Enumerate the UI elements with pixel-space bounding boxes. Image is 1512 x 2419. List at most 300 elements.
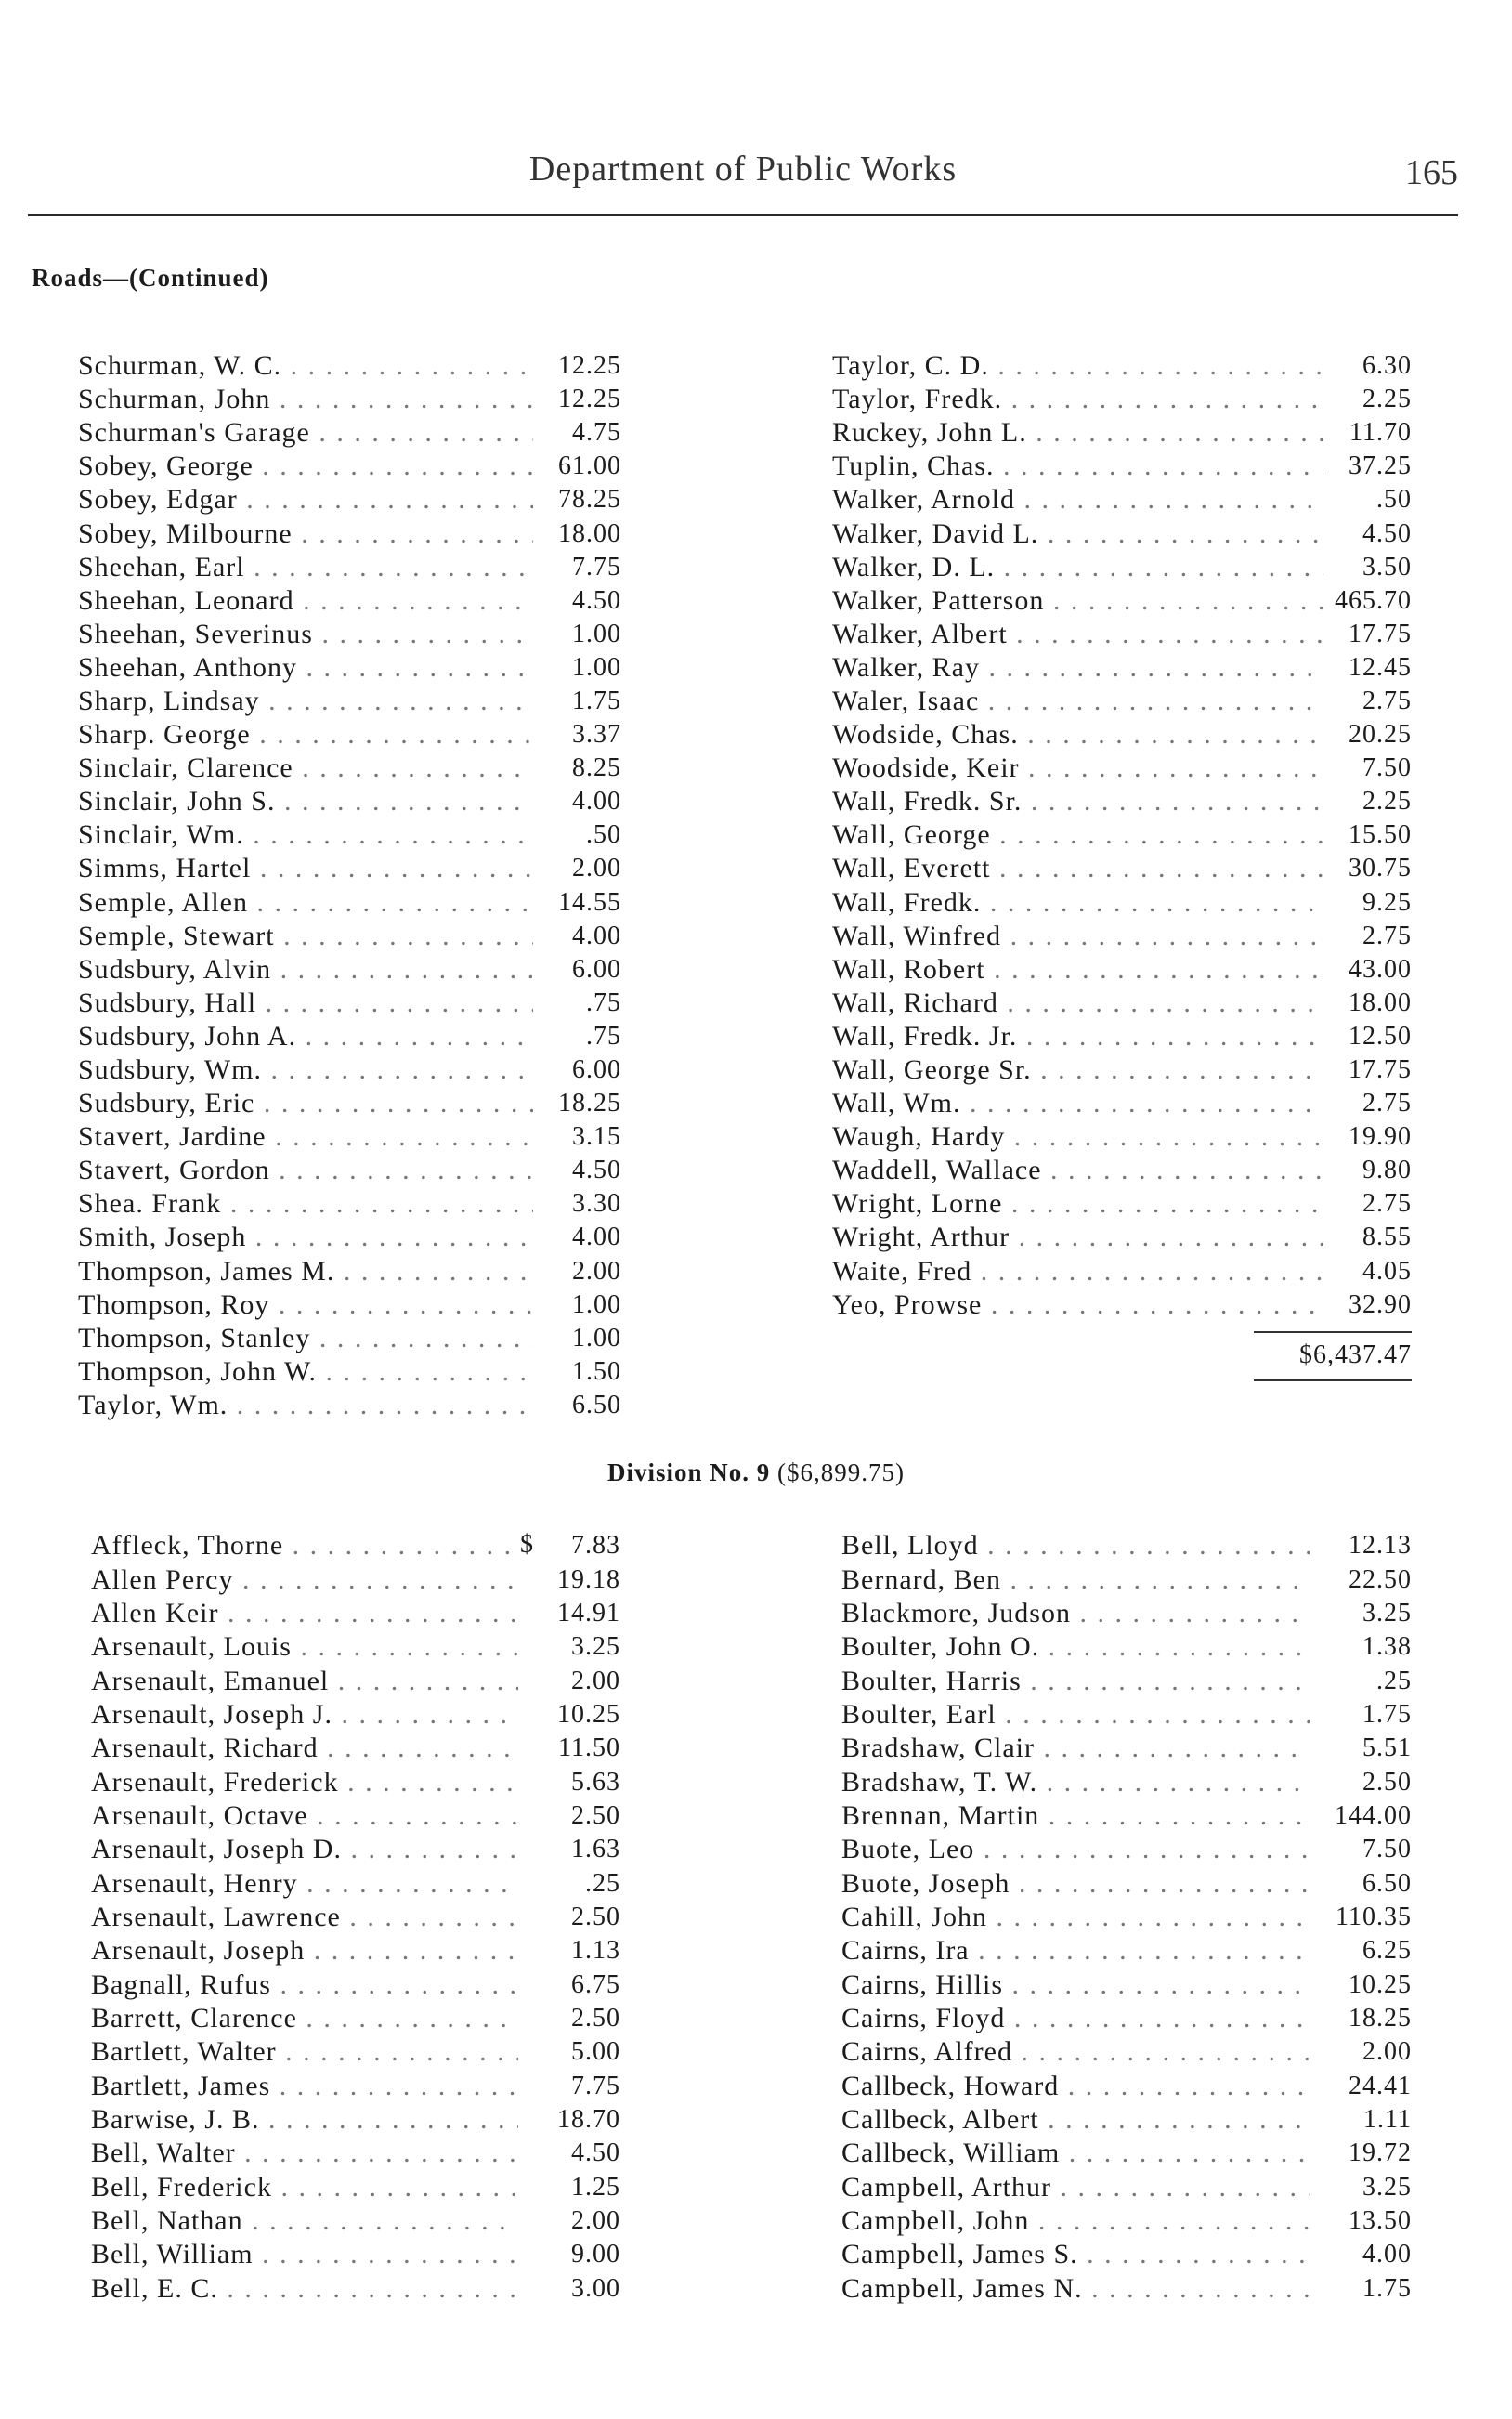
- entry-name: Stavert, Gordon . . .: [78, 1155, 533, 1186]
- entry-name: Yeo, Prowse . . .: [832, 1289, 1323, 1321]
- list-item: [91, 2204, 620, 2238]
- entry-amount: 9.80: [1362, 1156, 1412, 1185]
- entry-amount: .75: [586, 987, 621, 1017]
- entry-amount: 7.83: [571, 1531, 620, 1561]
- entry-amount: 110.35: [1336, 1902, 1412, 1931]
- list-item: [832, 349, 1412, 383]
- entry-amount: 3.30: [572, 1189, 621, 1219]
- list-item: [78, 852, 621, 885]
- entry-amount: 4.75: [572, 418, 621, 448]
- entry-name: Callbeck, William . . .: [841, 2138, 1310, 2169]
- division-heading: [0, 1458, 1512, 1487]
- entry-name: Arsenault, Henry . . .: [91, 1868, 518, 1900]
- entry-name: Barwise, J. B. . . .: [91, 2104, 518, 2136]
- list-item: [841, 1529, 1412, 1563]
- entry-amount: 4.00: [572, 921, 621, 950]
- entry-name: Arsenault, Joseph . . .: [91, 1935, 518, 1967]
- entry-name: Sobey, George . . .: [78, 451, 533, 482]
- entry-name: Bell, Walter . . .: [91, 2138, 518, 2169]
- entry-amount: 4.00: [572, 1223, 621, 1252]
- entry-amount: 3.37: [572, 720, 621, 750]
- list-item: [832, 1120, 1412, 1154]
- list-item: [841, 2204, 1412, 2238]
- list-item: [91, 2272, 620, 2306]
- list-item: [91, 1866, 620, 1900]
- entry-name: Sobey, Milbourne . . .: [78, 518, 533, 550]
- entry-name: Waler, Isaac . . .: [832, 686, 1323, 717]
- list-item: [78, 1322, 621, 1355]
- list-item: [78, 1053, 621, 1087]
- list-item: [91, 1597, 620, 1630]
- entry-amount: 12.25: [558, 351, 621, 381]
- entry-amount: 61.00: [558, 451, 621, 481]
- entry-amount: 3.15: [572, 1122, 621, 1152]
- entry-amount: .50: [1376, 485, 1412, 515]
- entry-amount: 4.05: [1362, 1256, 1412, 1286]
- entry-name: Sheehan, Earl . . .: [78, 552, 533, 583]
- entry-name: Sudsbury, Eric . . .: [78, 1088, 533, 1119]
- entry-name: Arsenault, Joseph D. . . .: [91, 1834, 518, 1865]
- entry-name: Walker, Ray . . .: [832, 652, 1323, 684]
- entry-amount: 1.75: [572, 686, 621, 715]
- entry-amount: .25: [585, 1868, 620, 1898]
- list-item: [78, 685, 621, 718]
- entry-name: Waite, Fred . . .: [832, 1256, 1323, 1288]
- entry-name: Thompson, John W. . . .: [78, 1356, 533, 1388]
- entry-amount: 30.75: [1349, 854, 1412, 883]
- entry-amount: 1.00: [572, 1289, 621, 1319]
- entry-amount: 17.75: [1349, 619, 1412, 648]
- division-left-column: [91, 1529, 620, 2306]
- list-item: [91, 1732, 620, 1765]
- entry-name: Sinclair, John S. . . .: [78, 786, 533, 817]
- entry-name: Campbell, James N. . . .: [841, 2273, 1310, 2305]
- entry-name: Allen Percy . . .: [91, 1564, 518, 1596]
- list-item: [832, 416, 1412, 450]
- list-item: [91, 1630, 620, 1664]
- list-item: [832, 1154, 1412, 1187]
- entry-name: Wright, Lorne . . .: [832, 1188, 1323, 1220]
- entry-name: Wall, Wm. . . .: [832, 1088, 1323, 1119]
- list-item: [78, 953, 621, 987]
- entry-amount: 11.50: [558, 1733, 620, 1763]
- entry-name: Bartlett, James . . .: [91, 2071, 518, 2102]
- entry-amount: 6.50: [572, 1390, 621, 1419]
- list-item: [91, 2070, 620, 2103]
- entry-amount: 12.50: [1349, 1021, 1412, 1051]
- entry-amount: 465.70: [1335, 585, 1412, 615]
- entry-name: Boulter, John O. . . .: [841, 1631, 1310, 1663]
- list-item: [832, 1255, 1412, 1288]
- entry-amount: 1.00: [572, 1323, 621, 1353]
- entry-amount: 24.41: [1349, 2071, 1412, 2100]
- list-item: [832, 785, 1412, 818]
- entry-name: Arsenault, Louis . . .: [91, 1631, 518, 1663]
- entry-amount: 3.00: [571, 2273, 620, 2303]
- list-item: [91, 2171, 620, 2204]
- entry-name: Waddell, Wallace . . .: [832, 1155, 1323, 1186]
- entry-name: Callbeck, Howard . . .: [841, 2071, 1310, 2102]
- entry-amount: 144.00: [1335, 1800, 1412, 1830]
- entry-name: Cairns, Floyd . . .: [841, 2003, 1310, 2034]
- entry-amount: 1.75: [1362, 1699, 1412, 1729]
- entry-amount: 32.90: [1349, 1289, 1412, 1319]
- entry-amount: 2.50: [571, 1800, 620, 1830]
- entry-name: Shea. Frank . . .: [78, 1188, 533, 1220]
- entry-name: Brennan, Martin . . .: [841, 1800, 1310, 1832]
- entry-amount: 2.50: [571, 1902, 620, 1931]
- list-item: [841, 2272, 1412, 2306]
- list-item: [78, 416, 621, 450]
- entry-amount: 2.50: [571, 2003, 620, 2033]
- list-item: [91, 1664, 620, 1697]
- entry-name: Wright, Arthur . . .: [832, 1222, 1323, 1253]
- list-item: [78, 1187, 621, 1221]
- entry-amount: 22.50: [1349, 1564, 1412, 1594]
- entry-amount: .50: [586, 820, 621, 850]
- entry-amount: 17.75: [1349, 1055, 1412, 1085]
- entry-amount: 10.25: [557, 1699, 620, 1729]
- entry-name: Campbell, James S. . . .: [841, 2239, 1310, 2270]
- list-item: [78, 1288, 621, 1322]
- list-item: [832, 516, 1412, 550]
- entry-amount: 7.75: [572, 552, 621, 582]
- entry-amount: 4.00: [572, 787, 621, 817]
- entry-name: Semple, Stewart . . .: [78, 921, 533, 952]
- entry-amount: 6.00: [572, 954, 621, 984]
- entry-name: Cahill, John . . .: [841, 1902, 1310, 1933]
- roads-left-column: [78, 349, 621, 1422]
- list-item: [78, 785, 621, 818]
- entry-amount: 18.00: [558, 518, 621, 548]
- entry-name: Bell, Nathan . . .: [91, 2205, 518, 2237]
- entry-amount: 8.25: [572, 753, 621, 783]
- list-item: [91, 2002, 620, 2035]
- entry-name: Boulter, Harris . . .: [841, 1666, 1310, 1697]
- list-item: [832, 953, 1412, 987]
- list-item: [91, 1934, 620, 1968]
- entry-name: Sharp, Lindsay . . .: [78, 686, 533, 717]
- list-item: [91, 1901, 620, 1934]
- entry-name: Stavert, Jardine . . .: [78, 1121, 533, 1153]
- list-item: [841, 1799, 1412, 1833]
- entry-amount: 2.50: [1362, 1767, 1412, 1797]
- entry-amount: 7.50: [1362, 1835, 1412, 1864]
- list-item: [78, 718, 621, 752]
- list-item: [841, 2070, 1412, 2103]
- entry-amount: 78.25: [558, 485, 621, 515]
- entry-amount: 18.00: [1349, 987, 1412, 1017]
- entry-name: Cairns, Ira . . .: [841, 1935, 1310, 1967]
- entry-name: Campbell, Arthur . . .: [841, 2172, 1310, 2203]
- list-item: [78, 818, 621, 852]
- list-item: [78, 584, 621, 618]
- list-item: [91, 2137, 620, 2170]
- list-item: [78, 551, 621, 584]
- entry-name: Bell, E. C. . . .: [91, 2273, 518, 2305]
- entry-amount: 12.25: [558, 385, 621, 414]
- entry-amount: 3.25: [1362, 1598, 1412, 1628]
- entry-amount: 2.75: [1362, 1089, 1412, 1118]
- list-item: [832, 886, 1412, 920]
- entry-name: Sudsbury, Hall . . .: [78, 987, 533, 1019]
- list-item: [78, 1020, 621, 1053]
- entry-name: Bradshaw, Clair . . .: [841, 1733, 1310, 1764]
- entry-amount: 37.25: [1349, 451, 1412, 481]
- entry-name: Smith, Joseph . . .: [78, 1222, 533, 1253]
- entry-name: Thompson, Stanley . . .: [78, 1323, 533, 1354]
- list-item: [832, 818, 1412, 852]
- entry-amount: 12.45: [1349, 652, 1412, 682]
- entry-amount: 6.25: [1362, 1936, 1412, 1966]
- entry-name: Arsenault, Emanuel . . .: [91, 1666, 518, 1697]
- entry-name: Tuplin, Chas. . . .: [832, 451, 1323, 482]
- entry-name: Simms, Hartel . . .: [78, 853, 533, 884]
- list-item: [832, 987, 1412, 1020]
- entry-name: Sheehan, Severinus . . .: [78, 619, 533, 650]
- entry-name: Buote, Joseph . . .: [841, 1868, 1310, 1900]
- page-header: [28, 149, 1458, 216]
- page-title: Department of Public Works: [528, 150, 958, 189]
- list-item: [841, 1866, 1412, 1900]
- list-item: [78, 1120, 621, 1154]
- entry-amount: 4.50: [571, 2138, 620, 2168]
- entry-name: Bell, Lloyd . . .: [841, 1530, 1310, 1562]
- entry-amount: 6.75: [571, 1969, 620, 1999]
- entry-amount: 5.63: [571, 1767, 620, 1797]
- entry-amount: .25: [1376, 1666, 1412, 1695]
- list-item: [841, 1968, 1412, 2001]
- list-item: [78, 987, 621, 1020]
- list-item: [78, 349, 621, 383]
- entry-name: Campbell, John . . .: [841, 2205, 1310, 2237]
- entry-name: Boulter, Earl . . .: [841, 1699, 1310, 1731]
- list-item: [841, 1698, 1412, 1732]
- entry-name: Schurman's Garage . . .: [78, 417, 533, 449]
- entry-amount: 6.50: [1362, 1868, 1412, 1898]
- list-item: [91, 1968, 620, 2001]
- division-right-column: [841, 1529, 1412, 2306]
- entry-name: Schurman, W. C. . . .: [78, 350, 533, 382]
- entry-name: Walker, D. L. . . .: [832, 552, 1323, 583]
- entry-amount: 2.00: [571, 1666, 620, 1695]
- entry-name: Wall, Fredk. Jr. . . .: [832, 1021, 1323, 1053]
- list-item: [78, 516, 621, 550]
- list-item: [91, 1833, 620, 1866]
- entry-name: Waugh, Hardy . . .: [832, 1121, 1323, 1153]
- entry-amount: 9.25: [1362, 887, 1412, 917]
- entry-amount: .75: [586, 1021, 621, 1051]
- list-item: [78, 1389, 621, 1422]
- entry-name: Walker, Arnold . . .: [832, 484, 1323, 516]
- entry-amount: 2.75: [1362, 686, 1412, 715]
- list-item: [78, 920, 621, 953]
- entry-name: Arsenault, Octave . . .: [91, 1800, 518, 1832]
- list-item: [91, 2035, 620, 2069]
- entry-amount: 18.25: [558, 1089, 621, 1118]
- list-item: [78, 483, 621, 516]
- entry-amount: 2.00: [572, 1256, 621, 1286]
- list-item: [78, 1221, 621, 1254]
- entry-name: Bell, Frederick . . .: [91, 2172, 518, 2203]
- entry-amount: 14.55: [558, 887, 621, 917]
- entry-amount: 1.75: [1362, 2273, 1412, 2303]
- list-item: [832, 651, 1412, 685]
- list-item: [832, 618, 1412, 651]
- list-item: [832, 584, 1412, 618]
- list-item: [832, 1020, 1412, 1053]
- entry-amount: 1.00: [572, 652, 621, 682]
- entry-amount: 8.55: [1362, 1223, 1412, 1252]
- list-item: [832, 1087, 1412, 1120]
- entry-name: Bartlett, Walter . . .: [91, 2036, 518, 2068]
- list-item: [841, 1833, 1412, 1866]
- entry-amount: 3.50: [1362, 552, 1412, 582]
- entry-name: Sharp. George . . .: [78, 719, 533, 751]
- entry-name: Walker, Albert . . .: [832, 619, 1323, 650]
- list-item: [78, 651, 621, 685]
- list-item: [91, 1529, 620, 1563]
- list-item: [841, 2002, 1412, 2035]
- entry-amount: 9.00: [571, 2240, 620, 2269]
- entry-name: Affleck, Thorne . . .: [91, 1530, 518, 1562]
- entry-amount: 19.72: [1349, 2138, 1412, 2168]
- list-item: [841, 1732, 1412, 1765]
- list-item: [841, 1597, 1412, 1630]
- entry-amount: 1.50: [572, 1356, 621, 1386]
- entry-name: Arsenault, Joseph J. . . .: [91, 1699, 518, 1731]
- entry-name: Schurman, John . . .: [78, 384, 533, 415]
- list-item: [78, 886, 621, 920]
- entry-amount: 1.38: [1362, 1632, 1412, 1662]
- list-item: [78, 1154, 621, 1187]
- list-item: [78, 1255, 621, 1288]
- entry-name: Taylor, Fredk. . . .: [832, 384, 1323, 415]
- list-item: [832, 1221, 1412, 1254]
- entry-name: Wall, Everett . . .: [832, 853, 1323, 884]
- list-item: [841, 2103, 1412, 2137]
- entry-amount: 2.75: [1362, 921, 1412, 950]
- list-item: [841, 1765, 1412, 1798]
- list-item: [832, 551, 1412, 584]
- entry-amount: 20.25: [1349, 720, 1412, 750]
- entry-amount: 2.75: [1362, 1189, 1412, 1219]
- entry-name: Sinclair, Wm. . . .: [78, 819, 533, 851]
- list-item: [832, 383, 1412, 416]
- entry-amount: 43.00: [1349, 954, 1412, 984]
- division-amount: ($6,899.75): [777, 1458, 905, 1486]
- entry-name: Taylor, Wm. . . .: [78, 1390, 533, 1421]
- entry-amount: 6.00: [572, 1055, 621, 1085]
- entry-name: Bernard, Ben . . .: [841, 1564, 1310, 1596]
- entry-amount: 4.00: [1362, 2240, 1412, 2269]
- list-item: [91, 1698, 620, 1732]
- entry-amount: 5.51: [1362, 1733, 1412, 1763]
- list-item: [841, 2137, 1412, 2170]
- entry-name: Cairns, Hillis . . .: [841, 1969, 1310, 2001]
- list-item: [841, 2035, 1412, 2069]
- entry-amount: 6.30: [1362, 351, 1412, 381]
- list-item: [841, 2171, 1412, 2204]
- list-item: [78, 752, 621, 785]
- list-item: [832, 920, 1412, 953]
- entry-name: Sinclair, Clarence . . .: [78, 752, 533, 784]
- entry-name: Wodside, Chas. . . .: [832, 719, 1323, 751]
- entry-amount: 2.00: [572, 854, 621, 883]
- list-item: [78, 450, 621, 483]
- list-item: [91, 1799, 620, 1833]
- entry-amount: 19.18: [557, 1564, 620, 1594]
- page-number: 165: [1405, 153, 1458, 192]
- entry-amount: 14.91: [557, 1598, 620, 1628]
- entry-amount: 2.00: [571, 2206, 620, 2236]
- entry-amount: 4.50: [1362, 518, 1412, 548]
- entry-amount: 2.25: [1362, 385, 1412, 414]
- entry-amount: 19.90: [1349, 1122, 1412, 1152]
- entry-name: Wall, Winfred . . .: [832, 921, 1323, 952]
- entry-name: Walker, David L. . . .: [832, 518, 1323, 550]
- entry-amount: 2.25: [1362, 787, 1412, 817]
- list-item: [91, 2103, 620, 2137]
- list-item: [832, 483, 1412, 516]
- entry-name: Wall, George . . .: [832, 819, 1323, 851]
- list-item: [841, 1901, 1412, 1934]
- list-item: [78, 618, 621, 651]
- entry-name: Callbeck, Albert . . .: [841, 2104, 1310, 2136]
- entry-amount: 1.00: [572, 619, 621, 648]
- list-item: [841, 1664, 1412, 1697]
- entry-amount: 7.75: [571, 2071, 620, 2100]
- division-title: Division No. 9: [606, 1458, 771, 1486]
- entry-amount: 1.13: [571, 1936, 620, 1966]
- entry-amount: 2.00: [1362, 2037, 1412, 2067]
- entry-name: Wall, Fredk. . . .: [832, 887, 1323, 919]
- section-title: Roads—(Continued): [32, 264, 269, 292]
- list-item: [832, 1187, 1412, 1221]
- entry-amount: 3.25: [571, 1632, 620, 1662]
- list-item: [832, 852, 1412, 885]
- entry-amount: 18.25: [1349, 2003, 1412, 2033]
- entry-amount: 15.50: [1349, 820, 1412, 850]
- entry-name: Sudsbury, John A. . . .: [78, 1021, 533, 1053]
- entry-name: Buote, Leo . . .: [841, 1834, 1310, 1865]
- list-item: [91, 1765, 620, 1798]
- list-item: [832, 1288, 1412, 1322]
- entry-name: Bradshaw, T. W. . . .: [841, 1767, 1310, 1798]
- roads-right-column: [832, 349, 1412, 1322]
- list-item: [841, 1563, 1412, 1596]
- list-item: [91, 2238, 620, 2271]
- list-item: [841, 1934, 1412, 1968]
- entry-amount: 1.11: [1363, 2105, 1412, 2135]
- entry-amount: 10.25: [1349, 1969, 1412, 1999]
- entry-name: Sheehan, Leonard . . .: [78, 585, 533, 617]
- entry-name: Arsenault, Richard . . .: [91, 1733, 518, 1764]
- entry-amount: 3.25: [1362, 2172, 1412, 2202]
- entry-name: Barrett, Clarence . . .: [91, 2003, 518, 2034]
- entry-name: Cairns, Alfred . . .: [841, 2036, 1310, 2068]
- entry-name: Woodside, Keir . . .: [832, 752, 1323, 784]
- entry-amount: 1.63: [571, 1835, 620, 1864]
- entry-name: Wall, Fredk. Sr. . . .: [832, 786, 1323, 817]
- list-item: [841, 1630, 1412, 1664]
- entry-name: Wall, Richard . . .: [832, 987, 1323, 1019]
- entry-name: Sudsbury, Wm. . . .: [78, 1054, 533, 1086]
- entry-name: Semple, Allen . . .: [78, 887, 533, 919]
- entry-name: Thompson, James M. . . .: [78, 1256, 533, 1288]
- list-item: [832, 1053, 1412, 1087]
- roads-total: $6,437.47: [1299, 1340, 1412, 1369]
